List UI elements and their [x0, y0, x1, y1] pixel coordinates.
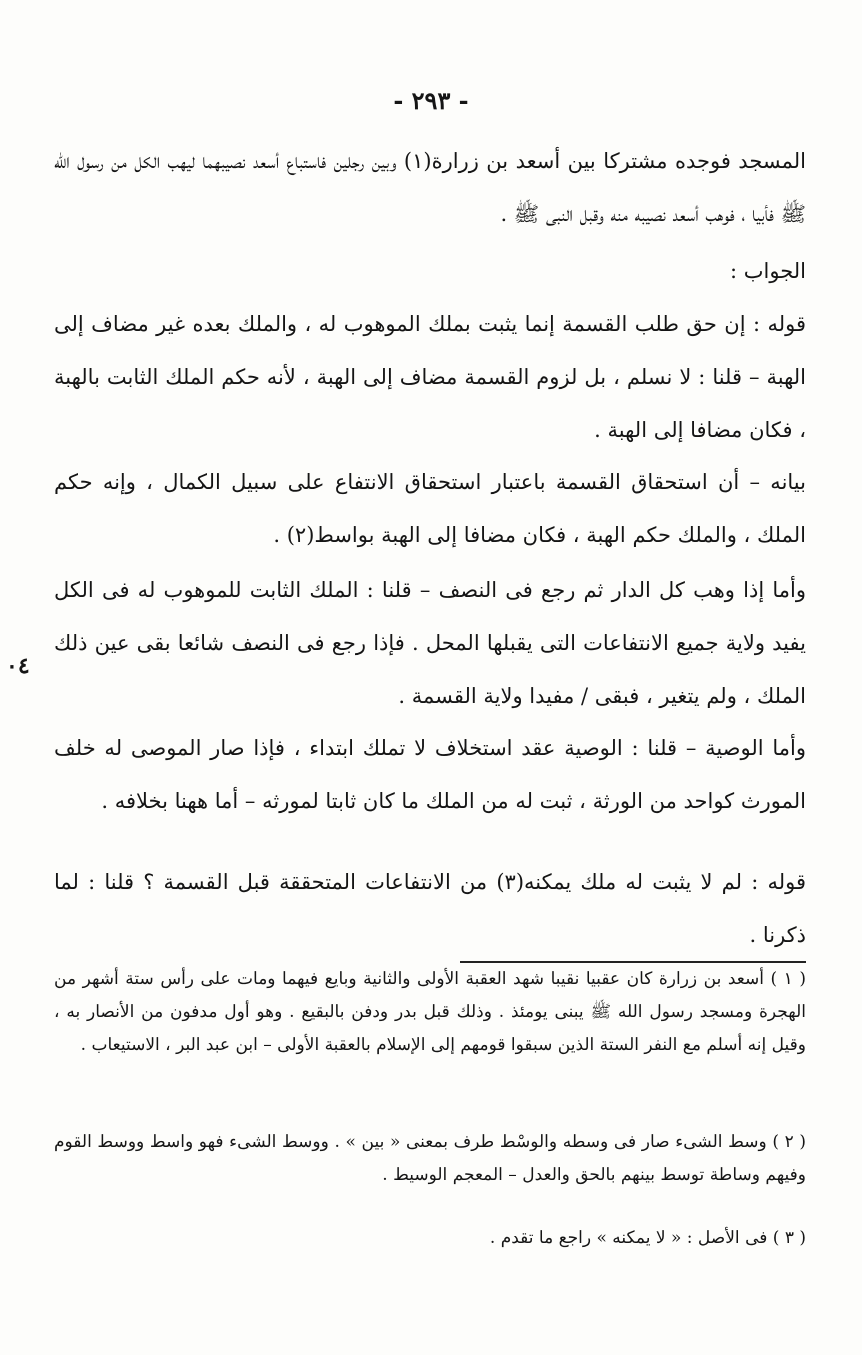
margin-folio-note: ٠٤	[6, 653, 30, 679]
footnote-2: ( ٢ ) وسط الشىء صار فى وسطه والوسْط طرف بمعنى « بين » . ووسط الشىء فهو واسط ووسط القوم وفيهم وساطة توسط بينهم بالحق والعدل – المعجم الوسيط .	[54, 1132, 806, 1185]
paragraph-answer-heading: الجواب :	[730, 259, 806, 283]
paragraph-5: وأما إذا وهب كل الدار ثم رجع فى النصف – قلنا : الملك الثابت للموهوب له فى الكل يفيد ولاية جميع الانتفاعات التى يقبلها المحل . فإذا رجع فى النصف شائعا بقى عين ذلك الملك ، ولم يتغير ، فبقى / مفيدا ولاية القسمة .	[54, 578, 806, 708]
paragraph-3: قوله : إن حق طلب القسمة إنما يثبت بملك الموهوب له ، والملك بعده غير مضاف إلى الهبة – قلنا : لا نسلم ، بل لزوم القسمة مضاف إلى الهبة ، لأنه حكم الملك الثابت بالهبة ، فكان مضافا إلى الهبة .	[54, 312, 806, 442]
paragraph-6: وأما الوصية – قلنا : الوصية عقد استخلاف لا تملك ابتداء ، فإذا صار الموصى له خلف المورث كواحد من الورثة ، ثبت له من الملك ما كان ثابتا لمورثه – أما ههنا بخلافه .	[54, 736, 806, 813]
paragraph-7: قوله : لم لا يثبت له ملك يمكنه(٣) من الانتفاعات المتحققة قبل القسمة ؟ قلنا : لما ذكرنا .	[54, 870, 806, 947]
page-number: - ٢٩٣ -	[393, 86, 469, 115]
paragraph-4: بيانه – أن استحقاق القسمة باعتبار استحقاق الانتفاع على سبيل الكمال ، وإنه حكم الملك ، والملك حكم الهبة ، فكان مضافا إلى الهبة بواسط(٢) .	[54, 470, 806, 547]
paragraph-1: المسجد فوجده مشتركا بين أسعد بن زرارة(١) وبين رجلين فاستباع أسعد نصيبهما ليهب الكل من رسول الله ﷺ فأبيا ، فوهب أسعد نصيبه منه وقبل النبى ﷺ .	[54, 149, 806, 226]
footnote-3: ( ٣ ) فى الأصل : « لا يمكنه » راجع ما تقدم .	[489, 1228, 806, 1248]
footnote-1: ( ١ ) أسعد بن زرارة كان عقبيا نقيبا شهد العقبة الأولى والثانية وبايع فيهما ومات على رأس ستة أشهر من الهجرة ومسجد رسول الله ﷺ يبنى يومئذ . وذلك قبل بدر ودفن بالبقيع . وهو أول مدفون من الأنصار به ، وقيل إنه أسلم مع النفر الستة الذين سبقوا قومهم إلى الإسلام بالعقبة الأولى – ابن عبد البر ، الاستيعاب .	[54, 969, 806, 1055]
